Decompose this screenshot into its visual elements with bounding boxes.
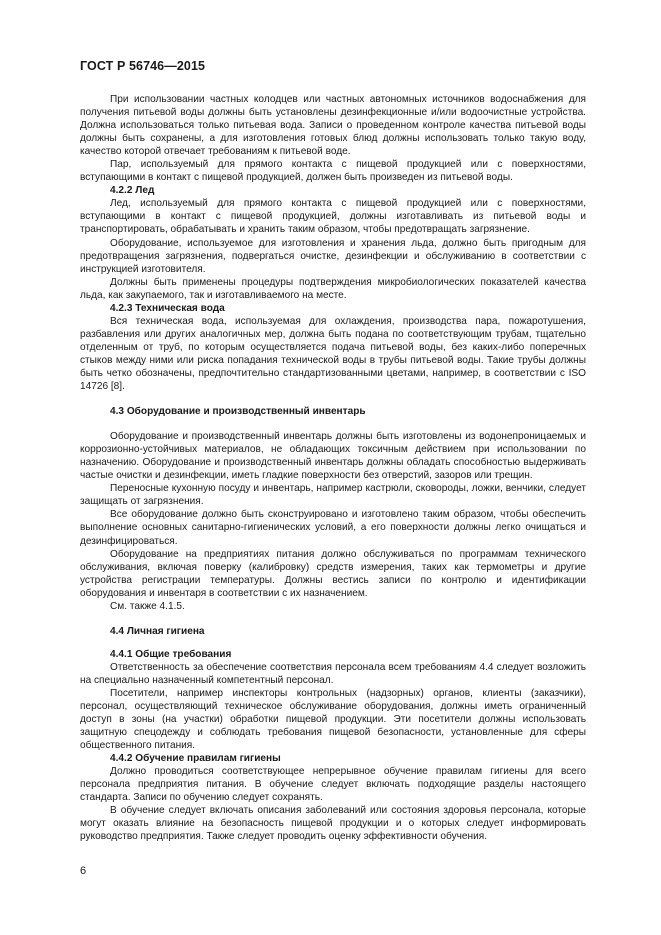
- paragraph: Оборудование, используемое для изготовления и хранения льда, должно быть пригодным для предотвращения загрязнения, подвергаться очистке, дезинфекции и обслуживанию в соответствии с инструкцией изготовителя.: [80, 237, 586, 275]
- paragraph: См. также 4.1.5.: [110, 600, 185, 612]
- paragraph: Оборудование и производственный инвентарь должны быть изготовлены из водонепроницаемых и коррозионно-устойчивых материалов, не обладающих токсичным действием при использовании по назначению. Оборудование и производственный инвентарь должны обладать способностью выдерживать частые очистки и дезинфекции, иметь гладкие поверхности без отверстий, зазоров или трещин.: [80, 431, 586, 482]
- section-heading-4-4: 4.4 Личная гигиена: [110, 625, 205, 637]
- paragraph: Ответственность за обеспечение соответствия персонала всем требованиям 4.4 следует возложить на специально назначенный компетентный персонал.: [80, 661, 586, 686]
- section-heading-4-4-2: 4.4.2 Обучение правилам гигиены: [110, 753, 281, 765]
- document-body: [80, 93, 586, 844]
- paragraph: Должны быть применены процедуры подтверждения микробиологических показателей качества льда, как закупаемого, так и изготавливаемого на месте.: [80, 276, 586, 301]
- section-heading-4-3: 4.3 Оборудование и производственный инвентарь: [110, 406, 366, 418]
- section-heading-4-2-2: 4.2.2 Лед: [110, 185, 155, 197]
- section-heading-4-2-3: 4.2.3 Техническая вода: [110, 302, 225, 314]
- paragraph: Вся техническая вода, используемая для охлаждения, производства пара, пожаротушения, разбавления или других аналогичных мер, должна быть подана по соответствующим трубам, тщательно отделенным от труб, по которым осуществляется подача питьевой воды, без каких-либо поперечных стыков между ними или риска попадания технической воды в трубы питьевой воды. Такие трубы должны быть четко обозначены, предпочтительно стандартизованными цветами, например, в соответствии с ISO 14726 [8].: [80, 315, 586, 393]
- paragraph: В обучение следует включать описания заболеваний или состояния здоровья персонала, которые могут оказать влияние на безопасность пищевой продукции и о которых следует информировать руководство предприятия. Также следует проводить оценку эффективности обучения.: [80, 805, 586, 843]
- paragraph: Пар, используемый для прямого контакта с пищевой продукцией или с поверхностями, вступающими в контакт с пищевой продукцией, должен быть произведен из питьевой воды.: [80, 159, 586, 184]
- paragraph: Переносные кухонную посуду и инвентарь, например кастрюли, сковороды, ложки, венчики, следует защищать от загрязнения.: [80, 483, 586, 508]
- paragraph: Посетители, например инспекторы контрольных (надзорных) органов, клиенты (заказчики), персонал, осуществляющий техническое обслуживание оборудования, должны иметь ограниченный доступ в зоны (на участки) обработки пищевой продукции. Эти посетители должны использовать защитную спецодежду и соблюдать требования пищевой безопасности, установленные для сферы общественного питания.: [80, 687, 586, 752]
- page-number: 6: [80, 865, 87, 877]
- paragraph: Должно проводиться соответствующее непрерывное обучение правилам гигиены для всего персонала предприятия питания. В обучение следует включать подходящие разделы настоящего стандарта. Записи по обучению следует сохранять.: [80, 766, 586, 804]
- paragraph: Все оборудование должно быть сконструировано и изготовлено таким образом, чтобы обеспечить выполнение основных санитарно-гигиенических условий, а его поверхности должны легко очищаться и дезинфицироваться.: [80, 509, 586, 547]
- paragraph: При использовании частных колодцев или частных автономных источников водоснабжения для получения питьевой воды должны быть установлены дезинфекционные и/или водоочистные устройства. Должна использоваться только питьевая вода. Записи о проведенном контроле качества питьевой воды должны быть сохранены, а для изготовления готовых блюд должны использовать только такую воду, качество которой отвечает требованиям к питьевой воде.: [80, 94, 586, 158]
- paragraph: Оборудование на предприятиях питания должно обслуживаться по программам технического обслуживания, включая поверку (калибровку) средств измерения, таких как термометры и другие устройства регистрации температуры. Должны вестись записи по контролю и идентификации оборудования и инвентаря в соответствии с их назначением.: [80, 548, 586, 599]
- section-heading-4-4-1: 4.4.1 Общие требования: [110, 648, 232, 660]
- paragraph: Лед, используемый для прямого контакта с пищевой продукцией или с поверхностями, вступающими в контакт с пищевой продукцией, должны изготавливать из питьевой воды и транспортировать, обрабатывать и хранить таким образом, чтобы предотвращать загрязнение.: [80, 198, 586, 236]
- standard-header: ГОСТ Р 56746—2015: [80, 59, 206, 73]
